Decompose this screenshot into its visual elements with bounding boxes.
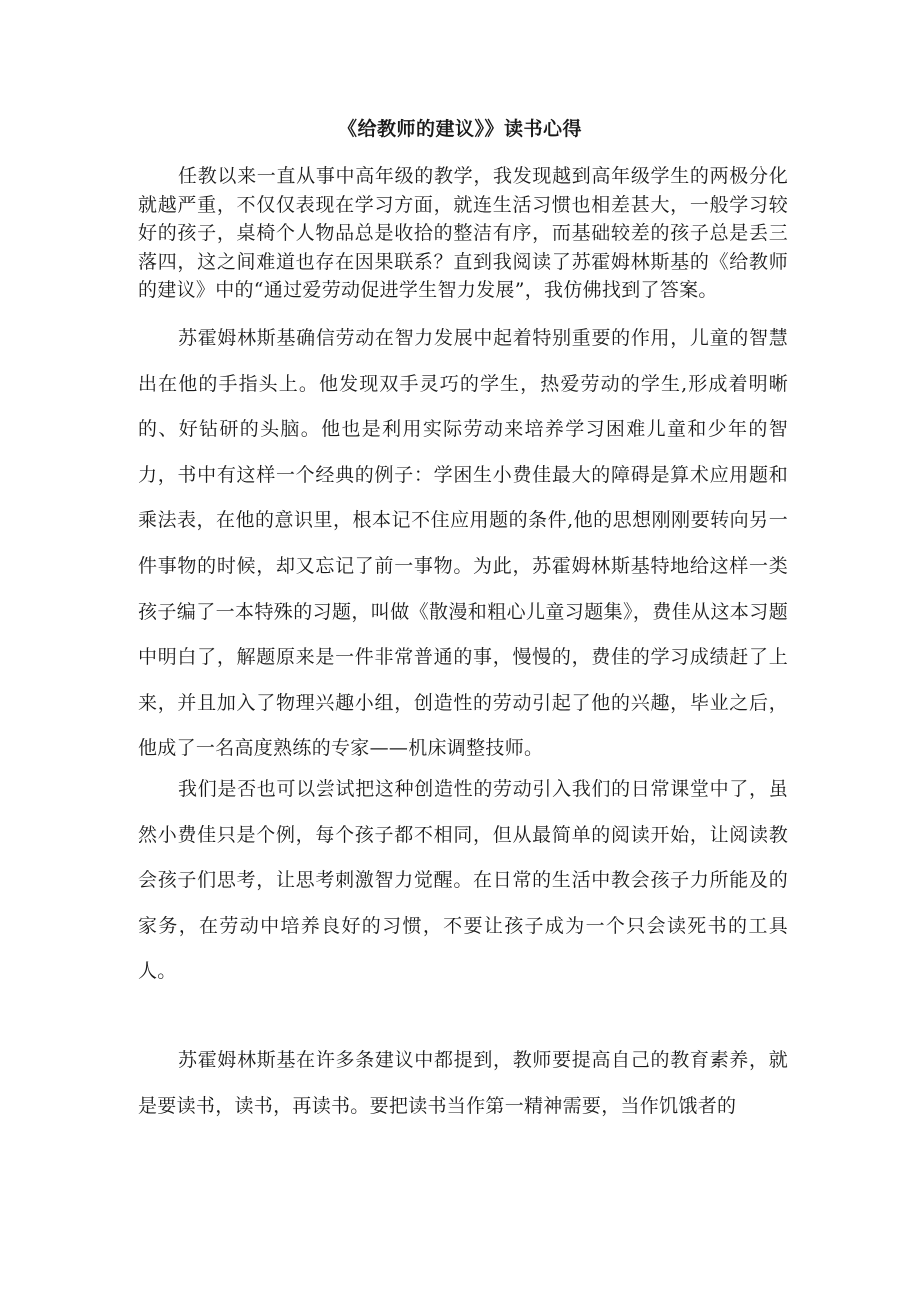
paragraph-4: 苏霍姆林斯基在许多条建议中都提到，教师要提高自己的教育素养，就是要读书，读书，再读书。要把读书当作第一精神需要，当作饥饿者的 [138,1049,788,1117]
paragraph-1: 任教以来一直从事中高年级的教学，我发现越到高年级学生的两极分化就越严重，不仅仅表现在学习方面，就连生活习惯也相差甚大，一般学习较好的孩子，桌椅个人物品总是收拾的整洁有序，而基础较差的孩子总是丢三落四，这之间难道也存在因果联系？直到我阅读了苏霍姆林斯基的《给教师的建议》中的“通过爱劳动促进学生智力发展”，我仿佛找到了答案。 [138,165,788,301]
paragraph-3: 我们是否也可以尝试把这种创造性的劳动引入我们的日常课堂中了，虽然小费佳只是个例，每个孩子都不相同，但从最简单的阅读开始，让阅读教会孩子们思考，让思考刺激智力觉醒。在日常的生活中教会孩子力所能及的家务，在劳动中培养良好的习惯，不要让孩子成为一个只会读死书的工具人。 [138,778,788,983]
document-title: 《给教师的建议》》读书心得 [337,118,582,140]
paragraph-2: 苏霍姆林斯基确信劳动在智力发展中起着特别重要的作用，儿童的智慧出在他的手指头上。他发现双手灵巧的学生，热爱劳动的学生,形成着明晰的、好钻研的头脑。他也是利用实际劳动来培养学习困难儿童和少年的智力，书中有这样一个经典的例子：学困生小费佳最大的障碍是算术应用题和乘法表，在他的意识里，根本记不住应用题的条件,他的思想刚刚要转向另一件事物的时候，却又忘记了前一事物。为此，苏霍姆林斯基特地给这样一类孩子编了一本特殊的习题，叫做《散漫和粗心儿童习题集》，费佳从这本习题中明白了，解题原来是一件非常普通的事，慢慢的，费佳的学习成绩赶了上来，并且加入了物理兴趣小组，创造性的劳动引起了他的兴趣，毕业之后，他成了一名高度熟练的专家——机床调整技师。 [138,327,788,760]
